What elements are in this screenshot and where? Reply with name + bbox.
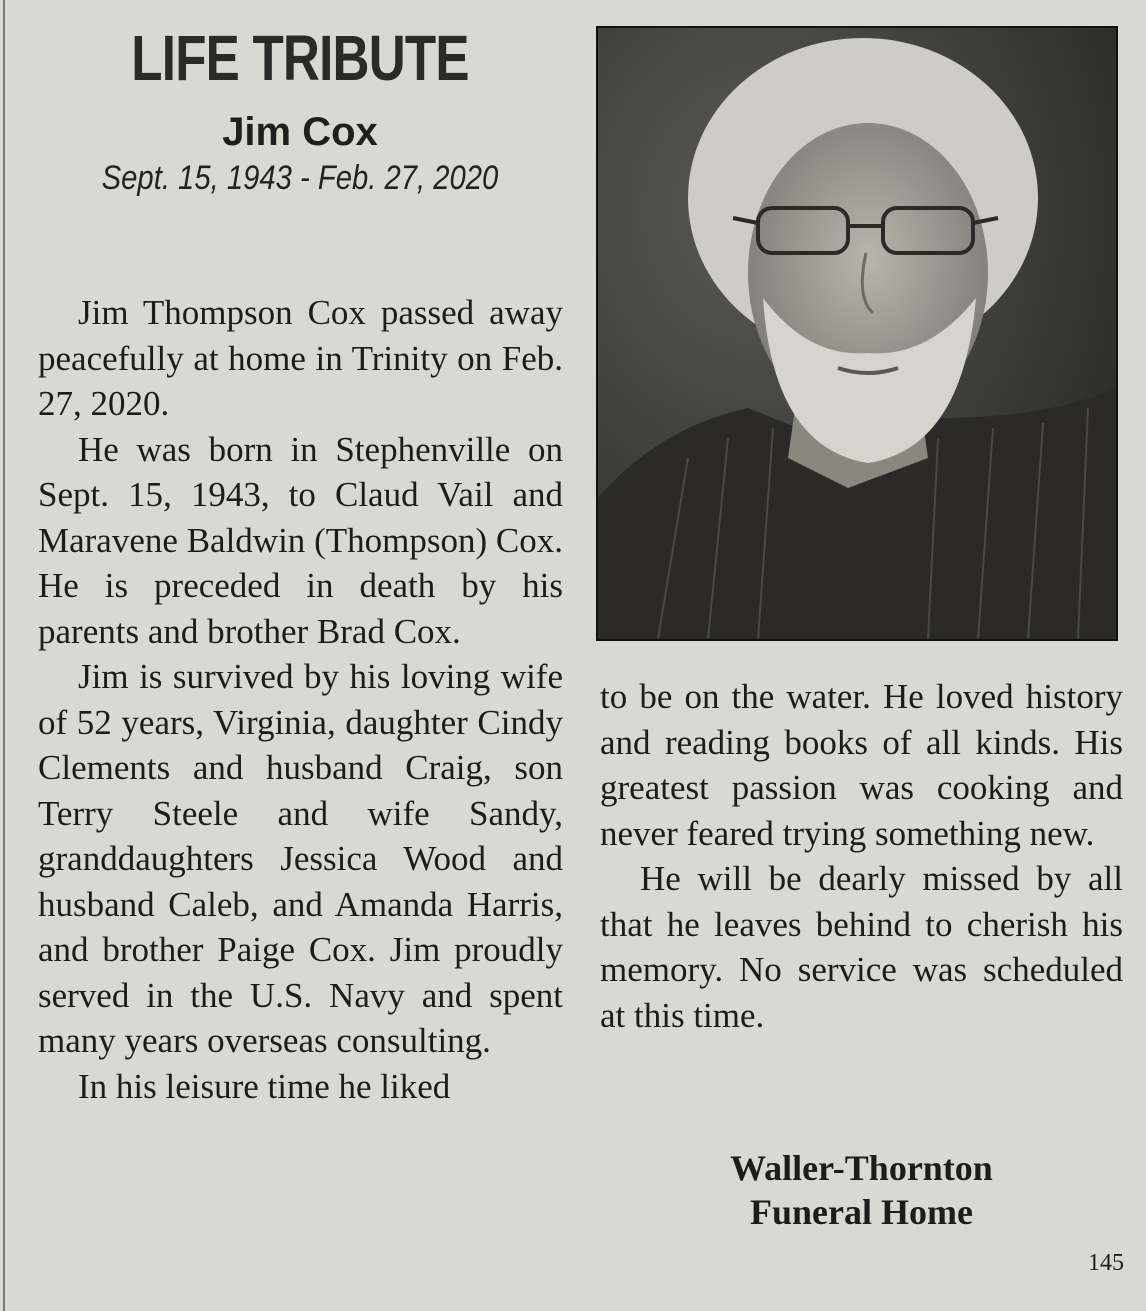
deceased-name: Jim Cox — [222, 110, 378, 154]
funeral-home-name-line2: Funeral Home — [750, 1192, 973, 1232]
article-column-right — [600, 674, 1123, 1038]
column-rule — [3, 0, 5, 1311]
funeral-home-name-line1: Waller-Thornton — [730, 1148, 993, 1188]
portrait-photo — [596, 26, 1118, 641]
life-dates: Sept. 15, 1943 - Feb. 27, 2020 — [101, 159, 499, 197]
paragraph-closing: He will be dearly missed by all that he leaves behind to cherish his memory. No service was scheduled at this time. — [600, 859, 1123, 1035]
funeral-home-signature — [600, 1146, 1123, 1234]
portrait-icon — [598, 28, 1116, 639]
paragraph-birth: He was born in Stephenville on Sept. 15, 1943, to Claud Vail and Maravene Baldwin (Thompson) Cox. He is preceded in death by his parents and brother Brad Cox. — [38, 429, 563, 651]
masthead-title: LIFE TRIBUTE — [131, 22, 469, 94]
paragraph-leisure-start: In his leisure time he liked — [78, 1066, 451, 1106]
article-column-left — [38, 290, 563, 1109]
paragraph-passing: Jim Thompson Cox passed away peacefully at home in Trinity on Feb. 27, 2020. — [38, 293, 563, 423]
paragraph-survivors: Jim is survived by his loving wife of 52 years, Virginia, daughter Cindy Clements and husband Craig, son Terry Steele and wife Sandy, granddaughters Jessica Wood and husband Caleb, and Amanda Harris, and brother Paige Cox. Jim proudly served in the U.S. Navy and spent many years overseas consulting. — [38, 657, 563, 1060]
page-number: 145 — [1088, 1250, 1124, 1276]
paragraph-leisure-continued: to be on the water. He loved history and reading books of all kinds. His greatest passion was cooking and never feared trying something new. — [600, 677, 1123, 853]
obituary-header — [20, 18, 580, 200]
